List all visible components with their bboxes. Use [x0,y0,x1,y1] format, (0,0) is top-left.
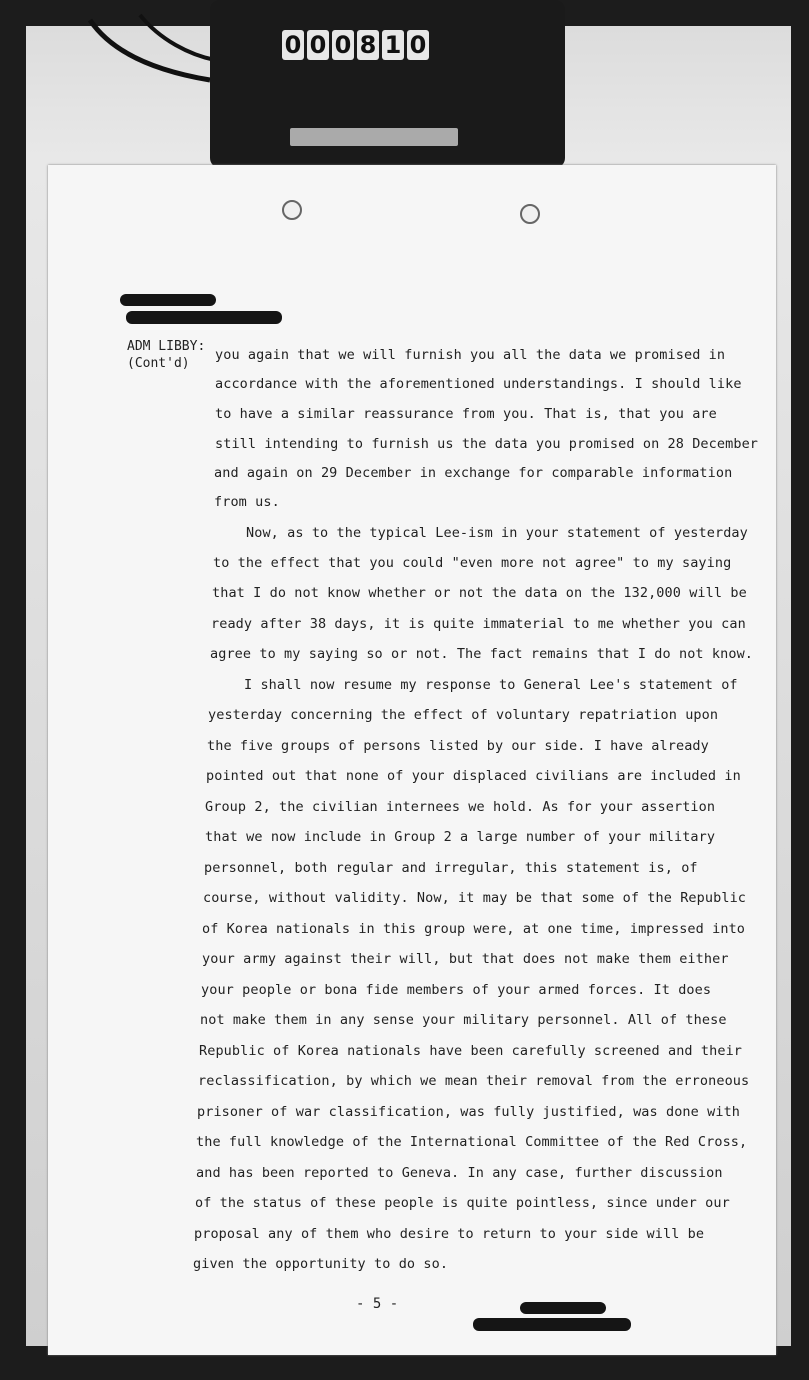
text-line: not make them in any sense your military personnel. All of these [200,1012,727,1028]
text-line: that we now include in Group 2 a large number of your military [205,829,716,845]
text-line: ready after 38 days, it is quite immaterial to me whether you can [211,616,746,632]
counter-cable [80,10,220,90]
counter-digit: 0 [332,30,354,60]
text-line: of the status of these people is quite pointless, since under our [195,1195,730,1211]
redaction-bar [520,1302,606,1314]
text-line: prisoner of war classification, was fully justified, was done with [197,1104,741,1120]
text-line: the full knowledge of the International Committee of the Red Cross, [196,1134,748,1150]
text-line: Now, as to the typical Lee-ism in your statement of yesterday [246,525,748,541]
speaker-name: ADM LIBBY: [127,339,206,354]
text-line: to have a similar reassurance from you. That is, that you are [215,406,717,422]
text-line: the five groups of persons listed by our side. I have already [207,738,709,754]
counter-digit: 0 [307,30,329,60]
text-line: course, without validity. Now, it may be that some of the Republic [203,890,747,906]
text-line: your people or bona fide members of your armed forces. It does [201,982,712,998]
text-line: given the opportunity to do so. [193,1256,449,1272]
text-line: agree to my saying so or not. The fact remains that I do not know. [210,646,754,662]
text-line: to the effect that you could "even more not agree" to my saying [213,555,732,571]
redaction-bar [473,1318,631,1331]
text-line: Republic of Korea nationals have been carefully screened and their [199,1043,743,1059]
text-line: and has been reported to Geneva. In any case, further discussion [196,1165,723,1181]
page-number: - 5 - [356,1296,399,1312]
text-line: personnel, both regular and irregular, this statement is, of [204,860,698,876]
text-line: and again on 29 December in exchange for comparable information [214,465,733,481]
text-line: still intending to furnish us the data you promised on 28 December [215,436,759,452]
counter-digit: 0 [407,30,429,60]
text-line: pointed out that none of your displaced civilians are included in [206,768,741,784]
text-line: yesterday concerning the effect of voluntary repatriation upon [208,707,719,723]
frame-counter [210,0,565,168]
counter-digits [282,30,429,60]
text-line: you again that we will furnish you all the data we promised in [215,347,726,363]
punch-hole [282,200,302,220]
redaction-bar [126,311,282,324]
text-line: accordance with the aforementioned understandings. I should like [215,376,742,392]
counter-digit: 0 [282,30,304,60]
speaker-label [127,338,205,372]
text-line: your army against their will, but that does not make them either [202,951,729,967]
text-line: that I do not know whether or not the data on the 132,000 will be [212,585,747,601]
text-line: reclassification, by which we mean their removal from the erroneous [198,1073,750,1089]
punch-hole [520,204,540,224]
text-line: of Korea nationals in this group were, at one time, impressed into [202,921,746,937]
text-line: Group 2, the civilian internees we hold. As for your assertion [205,799,716,815]
redaction-bar [120,294,216,306]
counter-digit: 1 [382,30,404,60]
text-line: proposal any of them who desire to return to your side will be [194,1226,705,1242]
text-line: from us. [214,494,280,510]
text-line: I shall now resume my response to General Lee's statement of [244,677,738,693]
speaker-cont: (Cont'd) [127,356,190,371]
counter-digit: 8 [357,30,379,60]
counter-plate [290,128,458,146]
